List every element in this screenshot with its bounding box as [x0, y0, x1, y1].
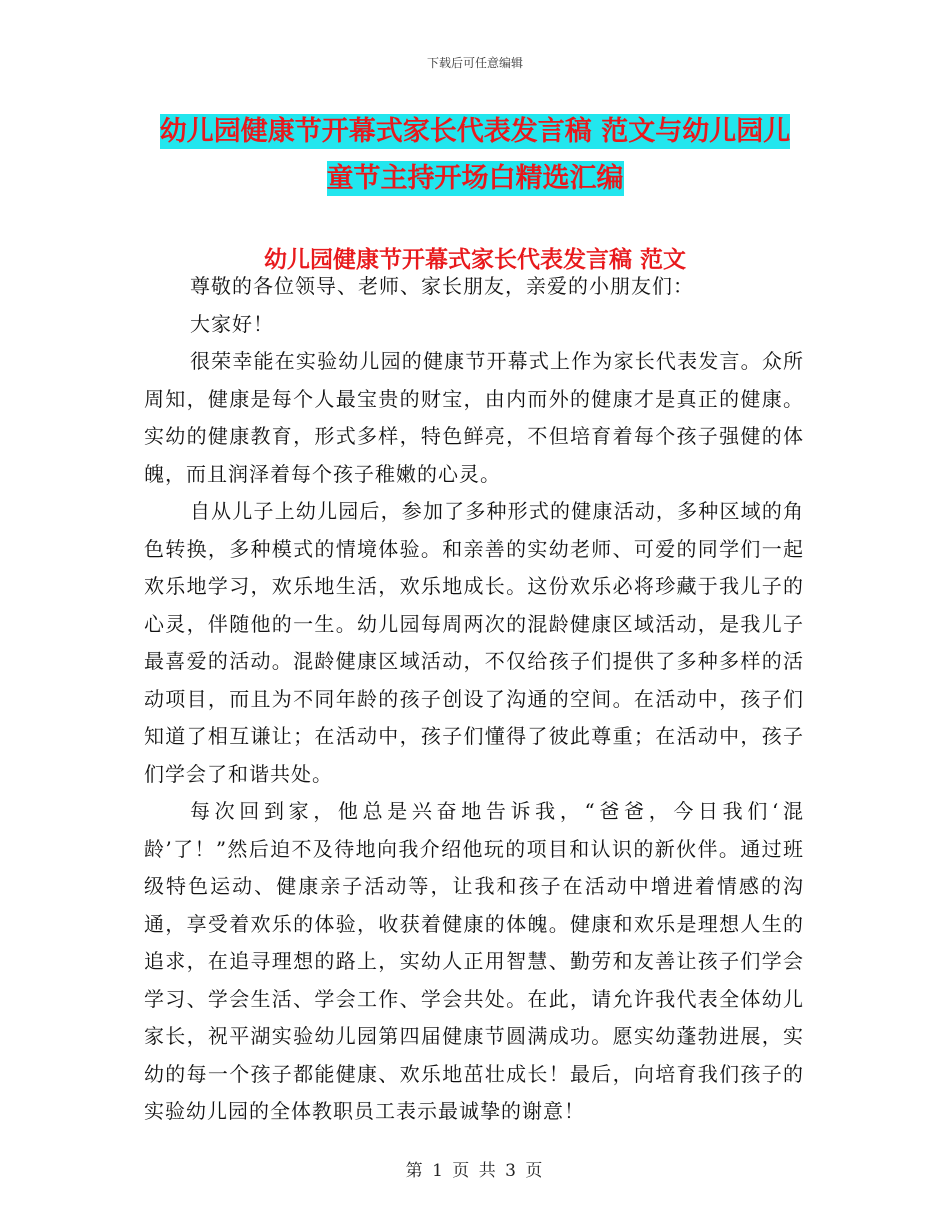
document-body [144, 268, 804, 1131]
document-title-line-2: 童节主持开场白精选汇编 [326, 163, 624, 194]
paragraph-salutation: 尊敬的各位领导、老师、家长朋友，亲爱的小朋友们： [190, 274, 694, 298]
section-title: 幼儿园健康节开幕式家长代表发言稿 范文 [263, 247, 686, 273]
paragraph: 很荣幸能在实验幼儿园的健康节开幕式上作为家长代表发言。众所周知，健康是每个人最宝贵的财宝，由内而外的健康才是真正的健康。实幼的健康教育，形式多样，特色鲜亮，不但培育着每个孩子强健的体魄，而且润泽着每个孩子稚嫩的心灵。 [144, 349, 804, 486]
paragraph: 每次回到家，他总是兴奋地告诉我，“爸爸，今日我们‘混龄’了！”然后迫不及待地向我介绍他玩的项目和认识的新伙伴。通过班级特色运动、健康亲子活动等，让我和孩子在活动中增进着情感的沟通，享受着欢乐的体验，收获着健康的体魄。健康和欢乐是理想人生的追求，在追寻理想的路上，实幼人正用智慧、勤劳和友善让孩子们学会学习、学会生活、学会工作、学会共处。在此，请允许我代表全体幼儿家长，祝平湖实验幼儿园第四届健康节圆满成功。愿实幼蓬勃进展，实幼的每一个孩子都能健康、欢乐地茁壮成长！最后，向培育我们孩子的实验幼儿园的全体教职员工表示最诚挚的谢意！ [144, 799, 804, 1123]
paragraph-greeting: 大家好！ [190, 311, 274, 336]
page-footer: 第 1 页 共 3 页 [405, 1161, 545, 1181]
document-title-line-1: 幼儿园健康节开幕式家长代表发言稿 范文与幼儿园儿 [159, 116, 791, 147]
paragraph: 自从儿子上幼儿园后，参加了多种形式的健康活动，多种区域的角色转换，多种模式的情境体验。和亲善的实幼老师、可爱的同学们一起欢乐地学习，欢乐地生活，欢乐地成长。这份欢乐必将珍藏于我儿子的心灵，伴随他的一生。幼儿园每周两次的混龄健康区域活动，是我儿子最喜爱的活动。混龄健康区域活动，不仅给孩子们提供了多种多样的活动项目，而且为不同年龄的孩子创设了沟通的空间。在活动中，孩子们知道了相互谦让；在活动中，孩子们懂得了彼此尊重；在活动中，孩子们学会了和谐共处。 [144, 499, 804, 786]
document-title [0, 108, 950, 202]
header-note: 下载后可任意编辑 [426, 56, 523, 70]
